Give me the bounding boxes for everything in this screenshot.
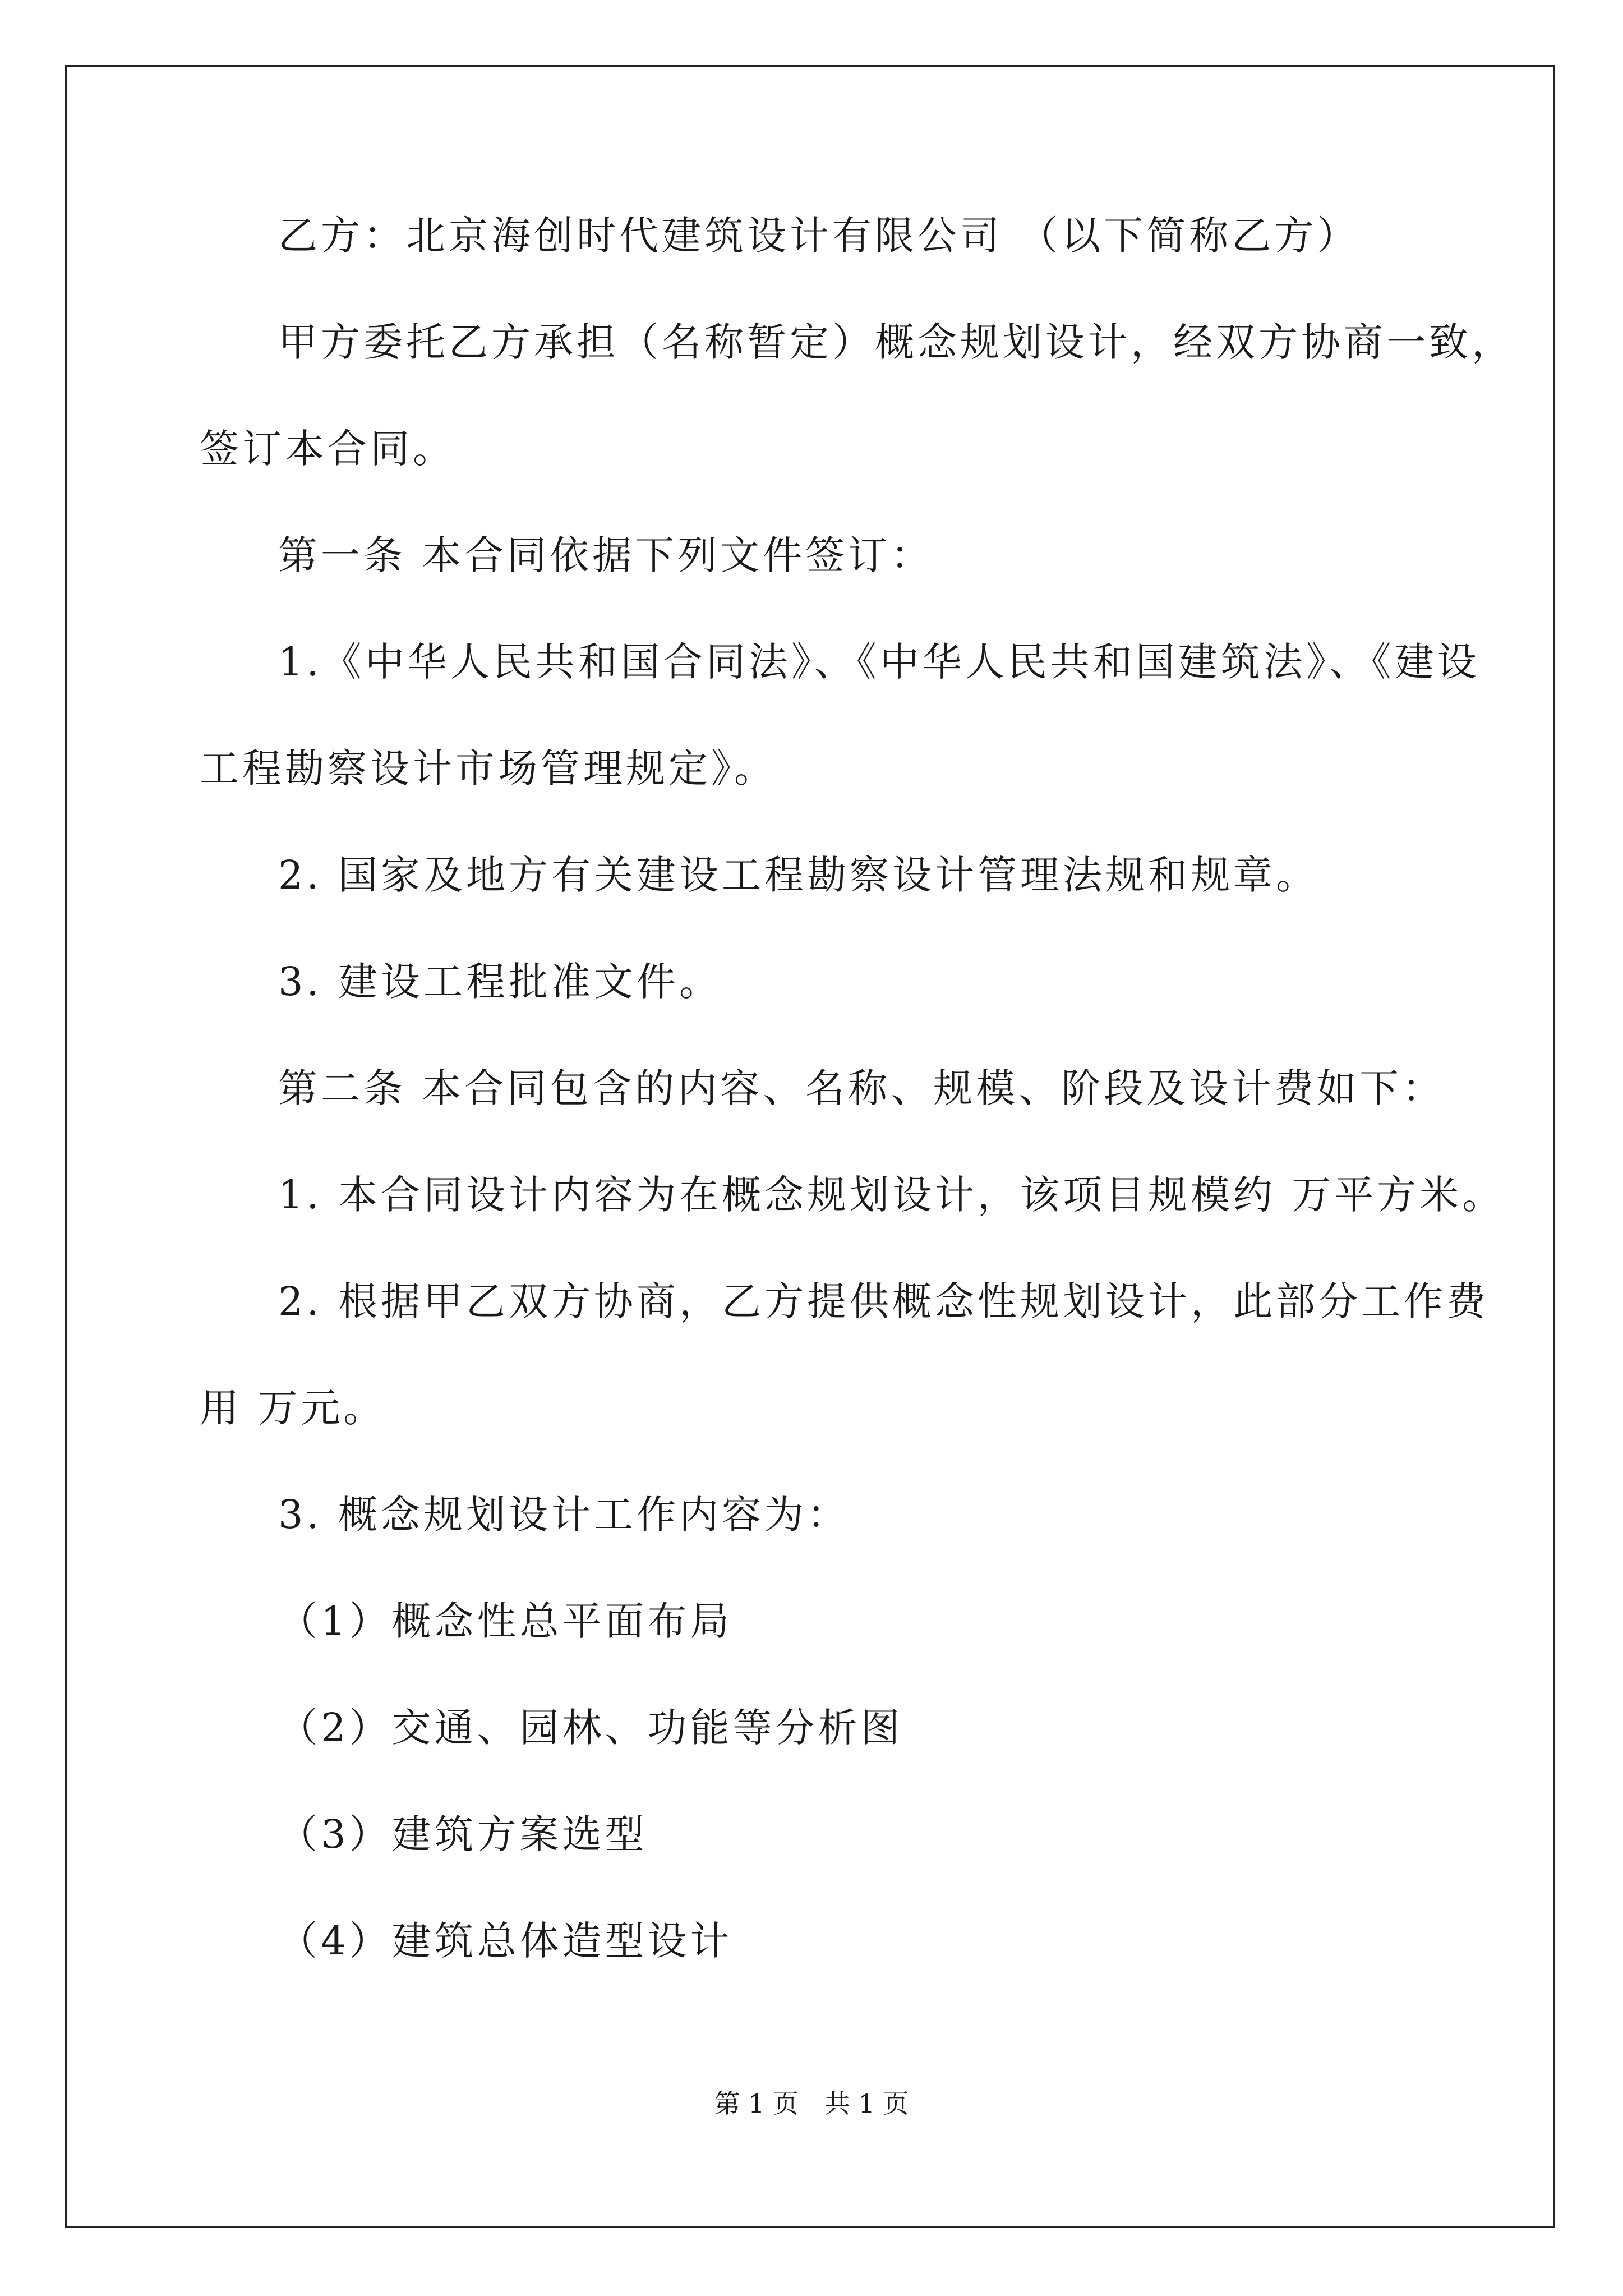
party-b-line: 乙方：北京海创时代建筑设计有限公司 （以下简称乙方） [278,213,1360,259]
article-1-item-2: 2. 国家及地方有关建设工程勘察设计管理法规和规章。 [278,852,1319,898]
article-1-item-3: 3. 建设工程批准文件。 [278,959,722,1005]
article-2-item-1: 1. 本合同设计内容为在概念规划设计，该项目规模约 万平方米。 [278,1172,1505,1218]
intro-paragraph-line-1: 甲方委托乙方承担（名称暂定）概念规划设计，经双方协商一致， [278,319,1514,365]
article-2-item-3: 3. 概念规划设计工作内容为： [278,1492,850,1538]
article-2-item-2-line-1: 2. 根据甲乙双方协商，乙方提供概念性规划设计，此部分工作费 [278,1278,1490,1324]
page-number-footer: 第 1 页 共 1 页 [714,2088,909,2119]
work-item-2: （2）交通、园林、功能等分析图 [278,1705,903,1751]
work-item-3: （3）建筑方案选型 [278,1811,648,1857]
article-1-item-1-line-1: 1.《中华人民共和国合同法》、《中华人民共和国建筑法》、《建设 [278,639,1480,685]
article-2-heading: 第二条 本合同包含的内容、名称、规模、阶段及设计费如下： [278,1065,1445,1111]
work-item-4: （4）建筑总体造型设计 [278,1918,733,1964]
article-1-item-1-line-2: 工程勘察设计市场管理规定》。 [200,746,777,792]
article-2-item-2-line-2: 用 万元。 [200,1385,386,1431]
work-item-1: （1）概念性总平面布局 [278,1598,733,1644]
page-border [65,65,1555,2228]
article-1-heading: 第一条 本合同依据下列文件签订： [278,532,934,578]
intro-paragraph-line-2: 签订本合同。 [200,426,455,472]
